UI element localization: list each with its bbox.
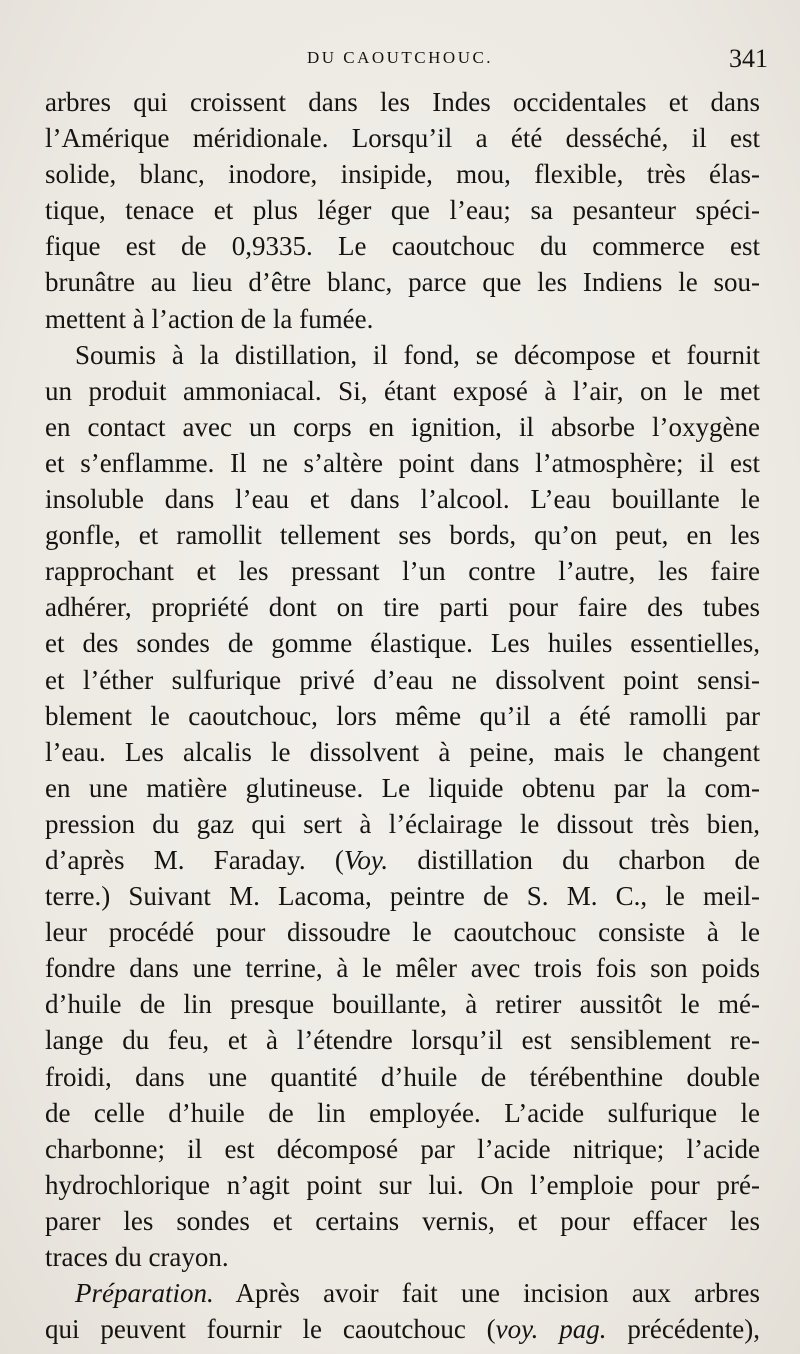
text-body xyxy=(45,84,760,1347)
text-line: pression du gaz qui sert à l’éclairage le dissout très bien, xyxy=(45,808,760,839)
text-line: adhérer, propriété dont on tire parti pour faire des tubes xyxy=(45,592,760,623)
italic-reference: Voy. xyxy=(343,844,389,875)
text-line: un produit ammoniacal. Si, étant exposé à l’air, on le met xyxy=(45,375,760,406)
text-line: de celle d’huile de lin employée. L’acide sulfurique le xyxy=(45,1097,760,1128)
text-line: charbonne; il est décomposé par l’acide nitrique; l’acide xyxy=(45,1133,760,1164)
text-line: arbres qui croissent dans les Indes occidentales et dans xyxy=(45,87,760,117)
text-line: blement le caoutchouc, lors même qu’il a été ramolli par xyxy=(45,700,760,731)
text-line: Soumis à la distillation, il fond, se décompose et fournit xyxy=(75,339,760,370)
text-line: en contact avec un corps en ignition, il absorbe l’oxygène xyxy=(45,411,760,442)
text-line xyxy=(45,842,760,878)
text-line: tique, tenace et plus léger que l’eau; sa pesanteur spéci- xyxy=(45,195,760,226)
italic-reference: voy. pag. xyxy=(495,1314,607,1345)
text-line: insoluble dans l’eau et dans l’alcool. L’eau bouillante le xyxy=(45,484,760,515)
text-segment: Après avoir fait une incision aux arbres xyxy=(213,1278,760,1309)
text-line xyxy=(45,1311,760,1347)
text-line: lange du feu, et à l’étendre lorsqu’il est sensiblement re- xyxy=(45,1025,760,1056)
text-segment: précédente), xyxy=(606,1314,761,1345)
section-label: Préparation. xyxy=(75,1278,214,1309)
text-line: brunâtre au lieu d’être blanc, parce que les Indiens le sou- xyxy=(45,267,760,298)
text-line: d’huile de lin presque bouillante, à retirer aussitôt le mé- xyxy=(45,989,760,1020)
running-head xyxy=(0,44,800,74)
text-line: terre.) Suivant M. Lacoma, peintre de S. M. C., le meil- xyxy=(45,881,760,912)
running-title: DU CAOUTCHOUC. xyxy=(306,48,494,67)
text-line: l’Amérique méridionale. Lorsqu’il a été desséché, il est xyxy=(45,123,760,154)
text-line: mettent à l’action de la fumée. xyxy=(45,303,374,334)
text-line: en une matière glutineuse. Le liquide obtenu par la com- xyxy=(45,772,760,803)
text-line: fique est de 0,9335. Le caoutchouc du commerce est xyxy=(45,231,760,262)
text-line: leur procédé pour dissoudre le caoutchouc consiste à le xyxy=(45,917,760,948)
text-line: froidi, dans une quantité d’huile de térébenthine double xyxy=(45,1061,760,1092)
text-line: traces du crayon. xyxy=(45,1242,229,1272)
text-line: solide, blanc, inodore, insipide, mou, flexible, très élas- xyxy=(45,159,760,190)
text-segment: ( xyxy=(305,844,344,875)
text-line: gonfle, et ramollit tellement ses bords, qu’on peut, en les xyxy=(45,520,760,551)
text-line: et l’éther sulfurique privé d’eau ne dissolvent point sensi- xyxy=(45,664,760,695)
text-line: l’eau. Les alcalis le dissolvent à peine, mais le changent xyxy=(45,736,760,767)
text-line: hydrochlorique n’agit point sur lui. On l’emploie pour pré- xyxy=(45,1169,760,1200)
text-line: fondre dans une terrine, à le mêler avec trois fois son poids xyxy=(45,953,760,984)
text-line: rapprochant et les pressant l’un contre l’autre, les faire xyxy=(45,556,760,587)
text-segment: qui peuvent fournir le caoutchouc ( xyxy=(45,1314,496,1345)
text-line: et s’enflamme. Il ne s’altère point dans l’atmosphère; il est xyxy=(45,447,760,478)
text-line: parer les sondes et certains vernis, et pour effacer les xyxy=(45,1205,760,1236)
text-line: et des sondes de gomme élastique. Les huiles essentielles, xyxy=(45,628,760,659)
page-number: 341 xyxy=(729,44,768,73)
text-segment: d’après M. Faraday. xyxy=(45,844,306,875)
text-line xyxy=(45,1275,760,1311)
text-segment: distillation du charbon de xyxy=(388,844,760,875)
